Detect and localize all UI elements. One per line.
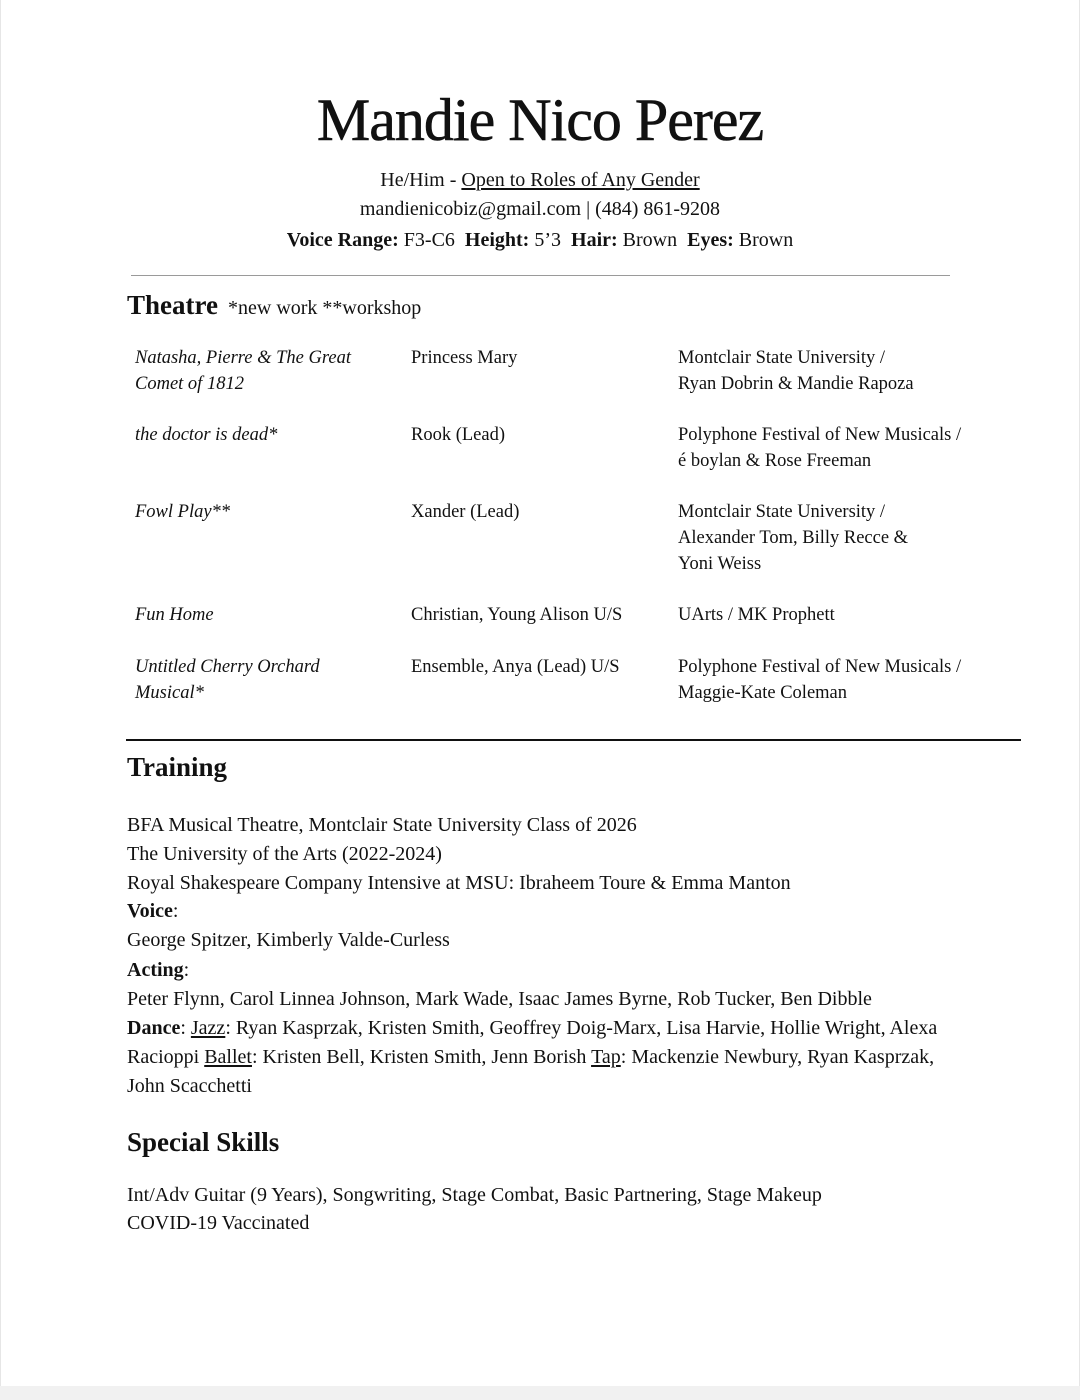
credit-venue-line: UArts / MK Prophett xyxy=(678,605,835,625)
theatre-legend: *new work **workshop xyxy=(228,297,422,319)
email[interactable]: mandienicobiz@gmail.com xyxy=(359,198,582,220)
eyes-label: Eyes: xyxy=(687,229,734,251)
credit-show: Untitled Cherry Orchard Musical* xyxy=(135,657,320,703)
contact-line xyxy=(0,197,1080,221)
credit-venue-line: Ryan Dobrin & Mandie Rapoza xyxy=(678,374,914,394)
credit-venue-line: Polyphone Festival of New Musicals / xyxy=(678,425,962,445)
credit-venue xyxy=(678,422,998,474)
dance-label: Dance xyxy=(127,1017,181,1039)
credit-venue xyxy=(678,654,998,706)
contact-separator: | xyxy=(581,198,596,220)
skills-line: COVID-19 Vaccinated xyxy=(127,1212,310,1234)
eyes-value: Brown xyxy=(738,229,794,251)
special-skills-heading: Special Skills xyxy=(127,1127,280,1157)
credit-venue xyxy=(678,499,998,577)
ballet-label: Ballet xyxy=(204,1046,252,1068)
credit-venue-line: é boylan & Rose Freeman xyxy=(678,451,872,471)
skills-line: Int/Adv Guitar (9 Years), Songwriting, Stage Combat, Basic Partnering, Stage Makeup xyxy=(127,1184,822,1206)
credit-show: the doctor is dead* xyxy=(135,425,278,445)
credit-venue xyxy=(678,345,998,397)
jazz-teachers: : Ryan Kasprzak, Kristen Smith, Geoffrey Doig-Marx, Lisa Harvie, Hollie Wright, Alexa Racioppi xyxy=(127,1017,938,1068)
credit-venue-line: Alexander Tom, Billy Recce & xyxy=(678,528,909,548)
tap-label: Tap xyxy=(591,1046,621,1068)
credit-role: Rook (Lead) xyxy=(411,425,506,445)
hair-value: Brown xyxy=(622,229,678,251)
phone[interactable]: (484) 861-9208 xyxy=(595,198,721,220)
pronouns: He/Him - xyxy=(380,169,462,191)
header-divider xyxy=(131,275,950,276)
voice-label-line: Voice: xyxy=(127,900,179,922)
casting-note: Open to Roles of Any Gender xyxy=(461,169,700,191)
acting-label: Acting xyxy=(127,959,184,981)
credit-venue-line: Polyphone Festival of New Musicals / xyxy=(678,657,962,677)
resume-name: Mandie Nico Perez xyxy=(316,87,764,153)
voice-range-value: F3-C6 xyxy=(403,229,455,251)
tap-teachers: : Mackenzie Newbury, Ryan Kasprzak, John Scacchetti xyxy=(127,1046,935,1097)
jazz-label: Jazz xyxy=(190,1017,226,1039)
credit-venue-line: Montclair State University / xyxy=(678,502,886,522)
credit-role: Christian, Young Alison U/S xyxy=(411,605,623,625)
hair-label: Hair: xyxy=(571,229,618,251)
training-program: BFA Musical Theatre, Montclair State University Class of 2026 xyxy=(127,814,637,836)
pronouns-line xyxy=(0,168,1080,192)
credit-venue-line: Maggie-Kate Coleman xyxy=(678,683,848,703)
height-value: 5’3 xyxy=(534,229,562,251)
theatre-heading: Theatre xyxy=(127,290,218,320)
credit-show: Fun Home xyxy=(135,605,214,625)
acting-label-line: Acting: xyxy=(127,959,190,981)
section-divider xyxy=(126,739,1021,741)
training-heading: Training xyxy=(127,752,228,782)
voice-label: Voice xyxy=(127,900,173,922)
voice-range-label: Voice Range: xyxy=(286,229,399,251)
credit-show: Fowl Play** xyxy=(135,502,231,522)
training-program: Royal Shakespeare Company Intensive at MSU: Ibraheem Toure & Emma Manton xyxy=(127,872,791,894)
credit-role: Ensemble, Anya (Lead) U/S xyxy=(411,657,620,677)
training-program: The University of the Arts (2022-2024) xyxy=(127,843,442,865)
page-edge-bottom xyxy=(0,1386,1080,1400)
credit-role: Xander (Lead) xyxy=(411,502,520,522)
credit-venue xyxy=(678,602,998,628)
credit-role: Princess Mary xyxy=(411,348,518,368)
acting-teachers: Peter Flynn, Carol Linnea Johnson, Mark Wade, Isaac James Byrne, Rob Tucker, Ben Dibble xyxy=(127,988,872,1010)
credit-venue-line: Yoni Weiss xyxy=(678,554,762,574)
stats-line xyxy=(0,228,1080,252)
height-label: Height: xyxy=(464,229,530,251)
dance-training: Dance: Jazz: Ryan Kasprzak, Kristen Smith, Geoffrey Doig-Marx, Lisa Harvie, Hollie Wright, Alexa Racioppi Ballet: Kristen Bell, Kristen Smith, Jenn Borish Tap: Mackenzie Newbury, Ryan Kasprzak, John Scacchetti xyxy=(127,1017,938,1097)
credit-venue-line: Montclair State University / xyxy=(678,348,886,368)
ballet-teachers: : Kristen Bell, Kristen Smith, Jenn Borish xyxy=(251,1046,592,1068)
voice-teachers: George Spitzer, Kimberly Valde-Curless xyxy=(127,929,450,951)
credit-show: Natasha, Pierre & The Great Comet of 1812 xyxy=(135,348,351,394)
